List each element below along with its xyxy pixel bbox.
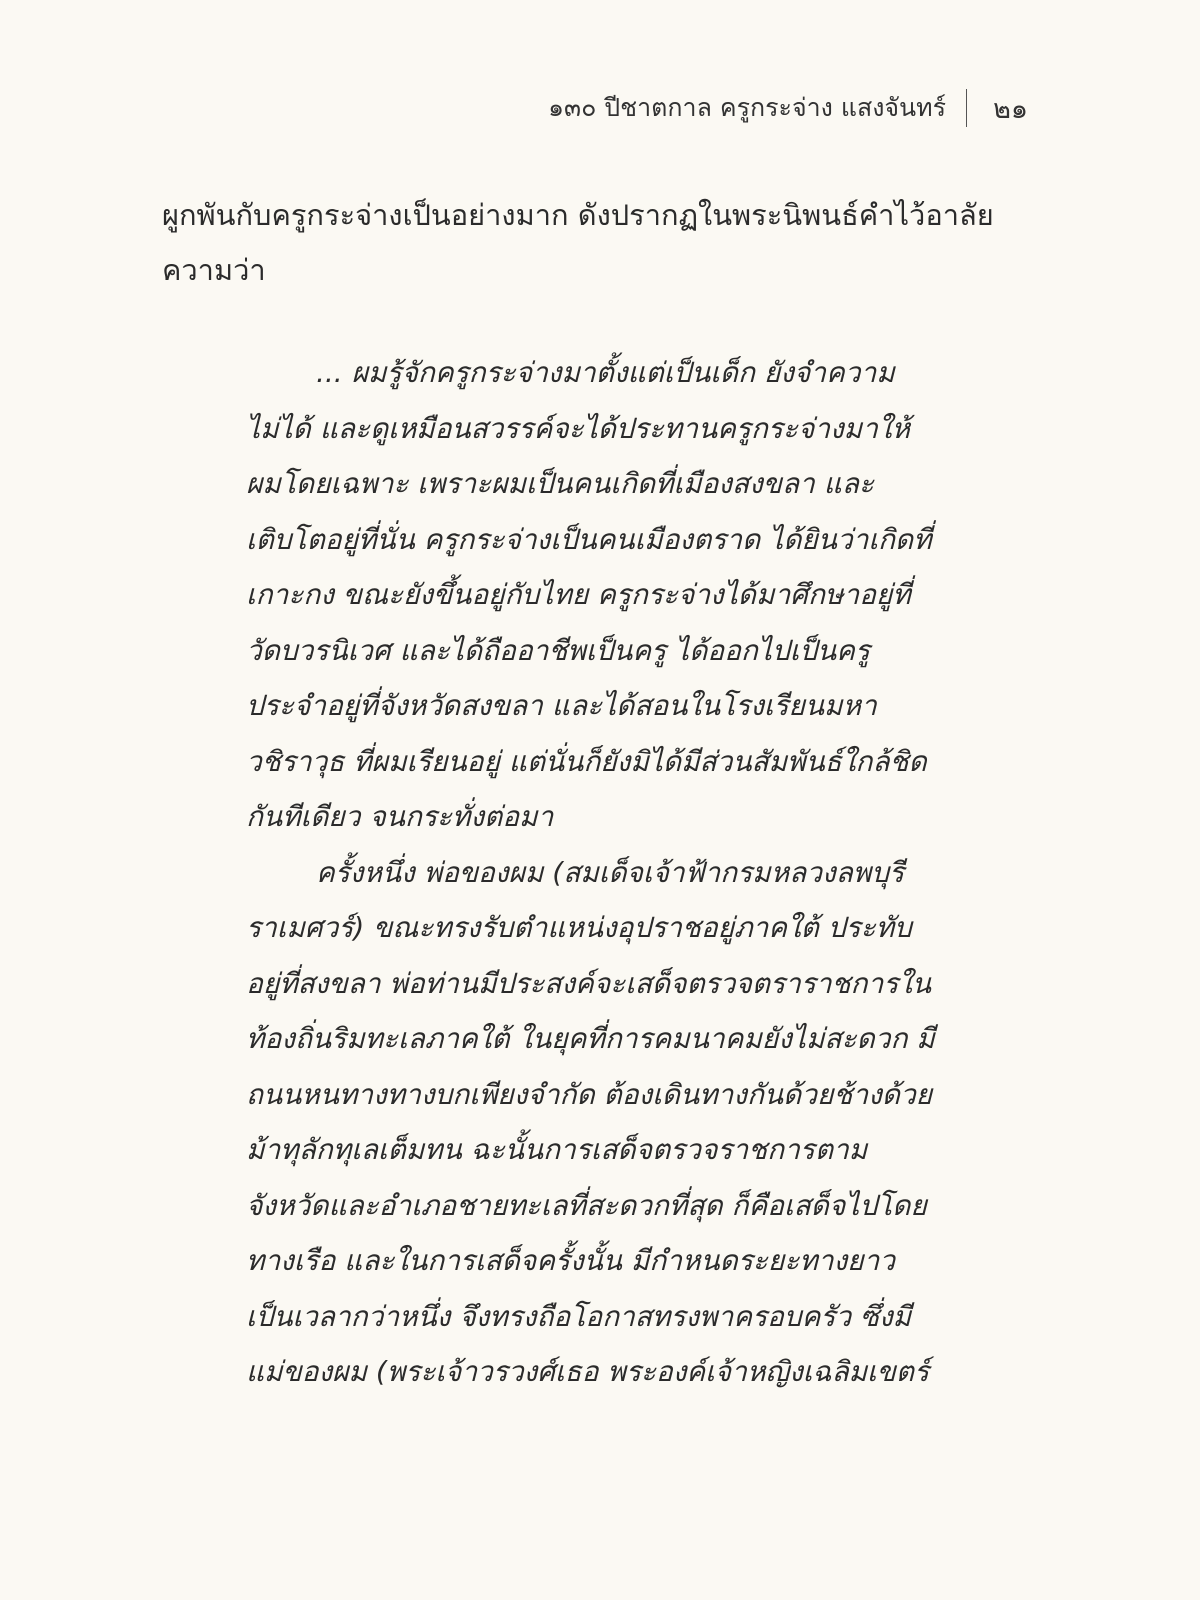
header-divider [966,89,967,127]
running-header-title: ๑๓๐ ปีชาตกาล ครูกระจ่าง แสงจันทร์ [548,93,947,122]
quote-line: ราเมศวร์) ขณะทรงรับตำแหน่งอุปราชอยู่ภาคใต้ ประทับ [246,911,912,944]
quote-line: ทางเรือ และในการเสด็จครั้งนั้น มีกำหนดระยะทางยาว [246,1244,895,1277]
quote-line: วัดบวรนิเวศ และได้ถืออาชีพเป็นครู ได้ออกไปเป็นครู [246,633,870,667]
text-line: ผูกพันกับครูกระจ่างเป็นอย่างมาก ดังปรากฏในพระนิพนธ์คำไว้อาลัย [162,198,994,232]
running-header [548,86,1028,130]
quote-line: ครั้งหนึ่ง พ่อของผม (สมเด็จเจ้าฟ้ากรมหลวงลพบุรี [316,855,905,889]
block-quote [246,345,962,1400]
quote-line: วชิราวุธ ที่ผมเรียนอยู่ แต่นั่นก็ยังมิได้มีส่วนสัมพันธ์ใกล้ชิด [246,744,927,778]
intro-paragraph [162,188,1022,298]
quote-line: เป็นเวลากว่าหนึ่ง จึงทรงถือโอกาสทรงพาครอบครัว ซึ่งมี [246,1299,912,1333]
quote-line: เติบโตอยู่ที่นั่น ครูกระจ่างเป็นคนเมืองตราด ได้ยินว่าเกิดที่ [246,522,932,556]
quote-line: เกาะกง ขณะยังขึ้นอยู่กับไทย ครูกระจ่างได้มาศึกษาอยู่ที่ [246,578,911,611]
quote-line: จังหวัดและอำเภอชายทะเลที่สะดวกที่สุด ก็คือเสด็จไปโดย [246,1188,927,1222]
quote-line: ไม่ได้ และดูเหมือนสวรรค์จะได้ประทานครูกระจ่างมาให้ [246,411,910,445]
quote-line: ผมโดยเฉพาะ เพราะผมเป็นคนเกิดที่เมืองสงขลา และ [246,467,874,500]
quote-line: ถนนหนทางทางบกเพียงจำกัด ต้องเดินทางกันด้วยช้างด้วย [246,1077,933,1111]
quote-line: ท้องถิ่นริมทะเลภาคใต้ ในยุคที่การคมนาคมยังไม่สะดวก มี [246,1022,935,1055]
quote-line: อยู่ที่สงขลา พ่อท่านมีประสงค์จะเสด็จตรวจตราราชการใน [246,966,932,1000]
quote-line: ประจำอยู่ที่จังหวัดสงขลา และได้สอนในโรงเรียนมหา [246,689,877,722]
text-line: ความว่า [162,253,266,287]
quote-line: ม้าทุลักทุเลเต็มทน ฉะนั้นการเสด็จตรวจราชการตาม [246,1133,868,1166]
quote-line: แม่ของผม (พระเจ้าวรวงศ์เธอ พระองค์เจ้าหญิงเฉลิมเขตร์ [246,1355,929,1388]
page-number: ๒๑ [993,93,1028,125]
quote-line: กันทีเดียว จนกระทั่งต่อมา [246,800,554,833]
quote-line: ... ผมรู้จักครูกระจ่างมาตั้งแต่เป็นเด็ก ยังจำความ [316,356,895,389]
